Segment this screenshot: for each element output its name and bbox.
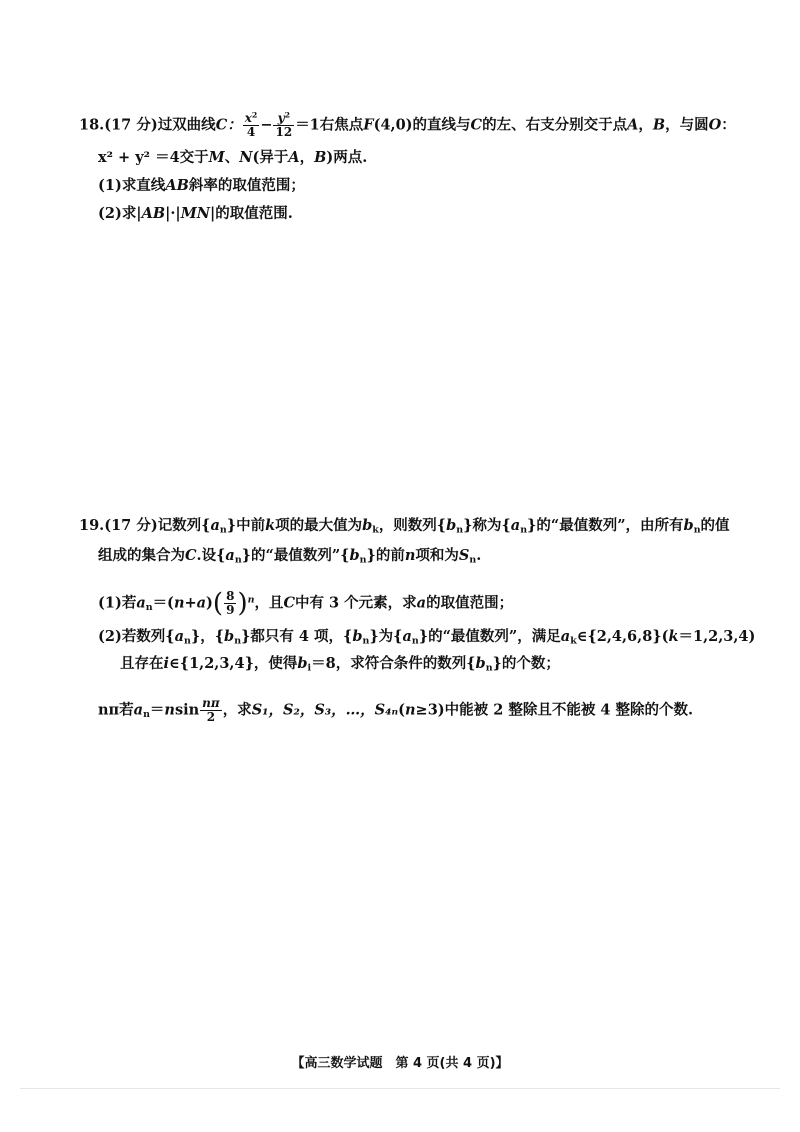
q19-part1: (1)若$a_n=(n+a)$( $\frac{8}{9}$ )$^n$，且C中有 3 个元素，求a的取值范围； bbox=[98, 588, 514, 619]
fraction-n-pi-over-2: $\frac{n\pi}{2}$ bbox=[202, 696, 220, 725]
q19-stem-line2: 组成的集合为C.设$\{a_n\}$的“最值数列$”\{b_n\}$的前n项和为$S_n$. bbox=[98, 547, 482, 566]
fraction-y2-over-12: $\frac{y^2}{12}$ bbox=[275, 110, 293, 140]
q19-part3: nπ若$a_n=nsin$ $\frac{n\pi}{2}$ ，求S₁，S₂，S₃，…，S₄ₙ(n≥3)中能被 2 整除且不能被 4 整除的个数. bbox=[98, 696, 694, 725]
q19-part2-line1: (2)若数列$\{a_n\}$，$\{b_n\}$都只有 4 项，$\{b_n\}$为$\{a_n\}$的“最值数列”，满足$a_k\in\{2,4,6,8\}(k=1,2,3,4)$ bbox=[98, 628, 756, 647]
fraction-x2-over-4: $\frac{x^2}{4}$ bbox=[244, 110, 258, 140]
q18-stem-line1: 18.(17 分)过双曲线C： $\frac{x^2}{4}$ − $\frac{y^2}{12}$ ＝1右焦点F(4,0)的直线与C的左、右支分别交于点A，B，与圆O： bbox=[79, 110, 736, 140]
bottom-rule bbox=[20, 1088, 780, 1089]
q18-part2: (2)求|AB|·|MN|的取值范围. bbox=[98, 205, 293, 222]
page-footer: 【高三数学试题 第 4 页(共 4 页)】 bbox=[291, 1056, 509, 1071]
q19-stem-line1: 19.(17 分)记数列$\{a_n\}$中前k项的最大值为$b_k$，则数列$\{b_n\}$称为$\{a_n\}$的“最值数列”，由所有$b_n$的值 bbox=[79, 517, 730, 536]
q18-stem-line2: x² + y² ＝4交于M、N(异于A，B)两点. bbox=[98, 149, 368, 166]
q19-part2-line2: 且存在i∈{1,2,3,4}，使得$b_i=8$，求符合条件的数列$\{b_n\}$的个数； bbox=[120, 655, 560, 674]
q18-part1: (1)求直线AB斜率的取值范围； bbox=[98, 177, 305, 194]
fraction-8-over-9: $\frac{8}{9}$ bbox=[226, 589, 235, 618]
